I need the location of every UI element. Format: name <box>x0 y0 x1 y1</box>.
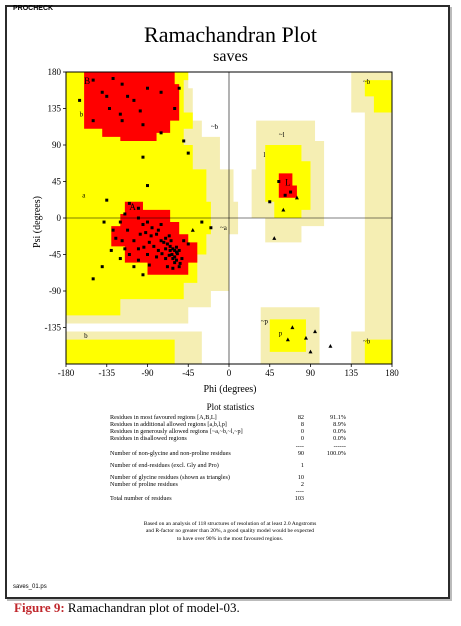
program-label: PROCHECK <box>13 5 54 12</box>
residue-point <box>121 119 124 122</box>
residue-point <box>182 139 185 142</box>
residue-point <box>108 107 111 110</box>
file-name: saves_01.ps <box>13 584 47 590</box>
residue-point <box>209 226 212 229</box>
residue-point <box>168 254 171 257</box>
residue-point <box>180 257 183 260</box>
divider-dashes: ------ <box>333 442 346 450</box>
y-axis-label: Psi (degrees) <box>32 196 43 248</box>
chart-subtitle: saves <box>213 48 248 65</box>
x-tick-label: 180 <box>385 368 399 378</box>
y-tick-label: -45 <box>49 249 61 260</box>
y-tick-label: 135 <box>47 103 61 114</box>
stat-count: 10 <box>297 473 304 481</box>
stat-row-glycine <box>110 474 350 481</box>
residue-point <box>166 242 169 245</box>
residue-point <box>152 245 155 248</box>
residue-point <box>141 223 144 226</box>
residue-point <box>160 131 163 134</box>
residue-point <box>101 91 104 94</box>
stat-count: 103 <box>294 495 304 503</box>
region-letter: b <box>84 332 88 341</box>
residue-point <box>146 221 149 224</box>
residue-point <box>123 212 126 215</box>
note-line: and R-factor no greater than 20%, a good quality model would be expected <box>145 528 315 535</box>
residue-point <box>151 226 154 229</box>
region-letter: B <box>84 76 91 87</box>
residue-point <box>178 87 181 90</box>
stat-count: 8 <box>300 421 304 429</box>
y-tick-label: -90 <box>49 286 61 296</box>
region-letter: A <box>129 201 136 212</box>
y-tick-label: 90 <box>52 140 61 150</box>
residue-point <box>105 95 108 98</box>
divider-dashes: ---- <box>295 442 304 450</box>
figure-number: Figure 9: <box>14 600 65 615</box>
allowed-region <box>270 319 306 351</box>
x-tick-label: 135 <box>344 368 358 378</box>
allowed-region <box>66 340 175 364</box>
region-letter: ~b <box>210 122 219 131</box>
residue-point <box>175 246 178 249</box>
stat-label: Residues in most favoured regions [A,B,L] <box>110 414 217 421</box>
x-tick-label: 90 <box>306 368 315 378</box>
residue-point <box>139 109 142 112</box>
residue-point <box>103 221 106 224</box>
stat-percent: 100.0% <box>326 449 346 457</box>
residue-point <box>169 249 172 252</box>
stat-row-total <box>110 495 350 502</box>
residue-point <box>137 259 140 262</box>
residue-point <box>170 253 173 256</box>
residue-point <box>157 229 160 232</box>
stat-percent: 0.0% <box>333 435 346 443</box>
residue-point <box>105 199 108 202</box>
residue-point <box>119 113 122 116</box>
residue-point <box>170 239 173 242</box>
residue-point <box>142 246 145 249</box>
stats-title: Plot statistics <box>206 402 255 412</box>
y-tick-label: -135 <box>44 322 61 333</box>
region-letter: a <box>82 191 86 200</box>
residue-point <box>157 249 160 252</box>
stat-label: Residues in generously allowed regions [~a,~b,~l,~p] <box>110 428 243 436</box>
x-tick-label: -90 <box>141 368 154 378</box>
stat-percent: 91.1% <box>330 414 346 421</box>
stat-label: Number of proline residues <box>110 481 178 488</box>
stat-divider <box>110 488 350 495</box>
residue-point <box>178 265 181 268</box>
residue-point <box>162 241 165 244</box>
stat-label: Number of non-glycine and non-proline residues <box>110 449 231 457</box>
residue-point <box>101 265 104 268</box>
residue-point <box>146 184 149 187</box>
x-axis-label: Phi (degrees) <box>203 384 257 395</box>
stat-row-proline <box>110 481 350 488</box>
residue-point <box>137 247 140 250</box>
residue-point <box>126 229 129 232</box>
residue-point <box>144 231 147 234</box>
stat-row-additional <box>110 421 350 428</box>
residue-point <box>160 91 163 94</box>
y-tick-label: 45 <box>52 176 61 187</box>
residue-point <box>114 237 117 240</box>
figure-caption <box>14 600 240 616</box>
residue-point <box>132 239 135 242</box>
residue-point <box>164 237 167 240</box>
stat-count: 0 <box>300 435 304 443</box>
residue-point <box>179 262 182 265</box>
residue-point <box>289 191 292 194</box>
residue-point <box>92 79 95 82</box>
stat-row-end-residues <box>110 462 350 469</box>
region-letter: ~l <box>278 130 285 139</box>
region-letter: ~b <box>363 337 371 346</box>
residue-point <box>128 253 131 256</box>
stat-row-disallowed <box>110 435 350 442</box>
x-tick-label: -180 <box>57 368 75 378</box>
note-line: to have over 90% in the most favoured regions. <box>176 535 284 542</box>
region-letter: ~b <box>363 78 371 87</box>
residue-point <box>155 233 158 236</box>
x-tick-label: 0 <box>226 368 232 378</box>
residue-point <box>169 245 172 248</box>
stat-row-favoured <box>110 414 350 421</box>
residue-point <box>92 277 95 280</box>
residue-point <box>187 152 190 155</box>
residue-point <box>148 264 151 267</box>
residue-point <box>150 234 153 237</box>
x-tick-label: -135 <box>98 368 115 378</box>
chart-title: Ramachandran Plot <box>144 22 317 47</box>
residue-point <box>168 234 171 237</box>
stat-label: Number of glycine residues (shown as triangles) <box>110 473 230 481</box>
note-line: Based on an analysis of 118 structures of resolution of at least 2.0 Angstroms <box>143 521 317 527</box>
residue-point <box>132 99 135 102</box>
region-letter: ~p <box>260 317 268 326</box>
residue-point <box>173 107 176 110</box>
residue-point <box>141 156 144 159</box>
stat-label: Residues in additional allowed regions [a,b,l,p] <box>110 421 227 429</box>
residue-point <box>164 257 167 260</box>
residue-point <box>141 273 144 276</box>
residue-point <box>119 257 122 260</box>
residue-point <box>277 180 280 183</box>
region-letter: p <box>278 329 283 338</box>
residue-point <box>146 87 149 90</box>
region-letter: b <box>79 110 84 119</box>
x-tick-label: -45 <box>182 368 195 378</box>
stat-count: 90 <box>297 449 304 457</box>
residue-point <box>164 247 167 250</box>
stat-divider <box>110 443 350 450</box>
caption-text: Ramachandran plot of model-03. <box>64 600 240 615</box>
residue-point <box>171 257 174 260</box>
residue-point <box>92 119 95 122</box>
region-letter: ~a <box>219 224 227 233</box>
stat-percent: 0.0% <box>333 428 346 436</box>
stat-percent: 8.9% <box>333 421 346 429</box>
residue-point <box>178 249 181 252</box>
stat-row-nongly <box>110 450 350 457</box>
stat-count: 0 <box>300 428 304 436</box>
residue-point <box>268 200 271 203</box>
residue-point <box>132 265 135 268</box>
residue-point <box>146 253 149 256</box>
residue-point <box>141 123 144 126</box>
residue-point <box>155 255 158 258</box>
residue-point <box>160 252 163 255</box>
residue-point <box>121 83 124 86</box>
stat-label: Total number of residues <box>110 495 172 503</box>
residue-point <box>284 194 287 197</box>
stat-count: 2 <box>300 481 304 488</box>
region-letter: l <box>263 151 266 160</box>
residue-point <box>119 221 122 224</box>
residue-point <box>110 249 113 252</box>
residue-point <box>160 239 163 242</box>
residue-point <box>123 247 126 250</box>
stat-label: Residues in disallowed regions <box>110 435 187 443</box>
residue-point <box>176 252 179 255</box>
residue-point <box>182 239 185 242</box>
residue-point <box>78 99 81 102</box>
divider-dashes: ---- <box>295 488 304 496</box>
residue-point <box>139 233 142 236</box>
residue-point <box>187 242 190 245</box>
residue-point <box>200 221 203 224</box>
analysis-note <box>60 521 400 543</box>
stat-row-generous <box>110 428 350 435</box>
residue-point <box>166 265 169 268</box>
residue-point <box>121 239 124 242</box>
residue-point <box>126 95 129 98</box>
region-letter: L <box>285 177 291 188</box>
residue-point <box>112 77 115 80</box>
residue-point <box>137 207 140 210</box>
residue-point <box>148 241 151 244</box>
x-tick-label: 45 <box>265 368 275 378</box>
stats-table <box>110 414 350 502</box>
residue-point <box>112 229 115 232</box>
residue-point <box>160 223 163 226</box>
stat-label: Number of end-residues (excl. Gly and Pro) <box>110 461 219 469</box>
residue-point <box>171 267 174 270</box>
residue-point <box>173 261 176 264</box>
stat-count: 82 <box>297 414 304 421</box>
y-tick-label: 180 <box>47 67 61 77</box>
stat-count: 1 <box>300 461 304 469</box>
y-tick-label: 0 <box>56 213 61 223</box>
